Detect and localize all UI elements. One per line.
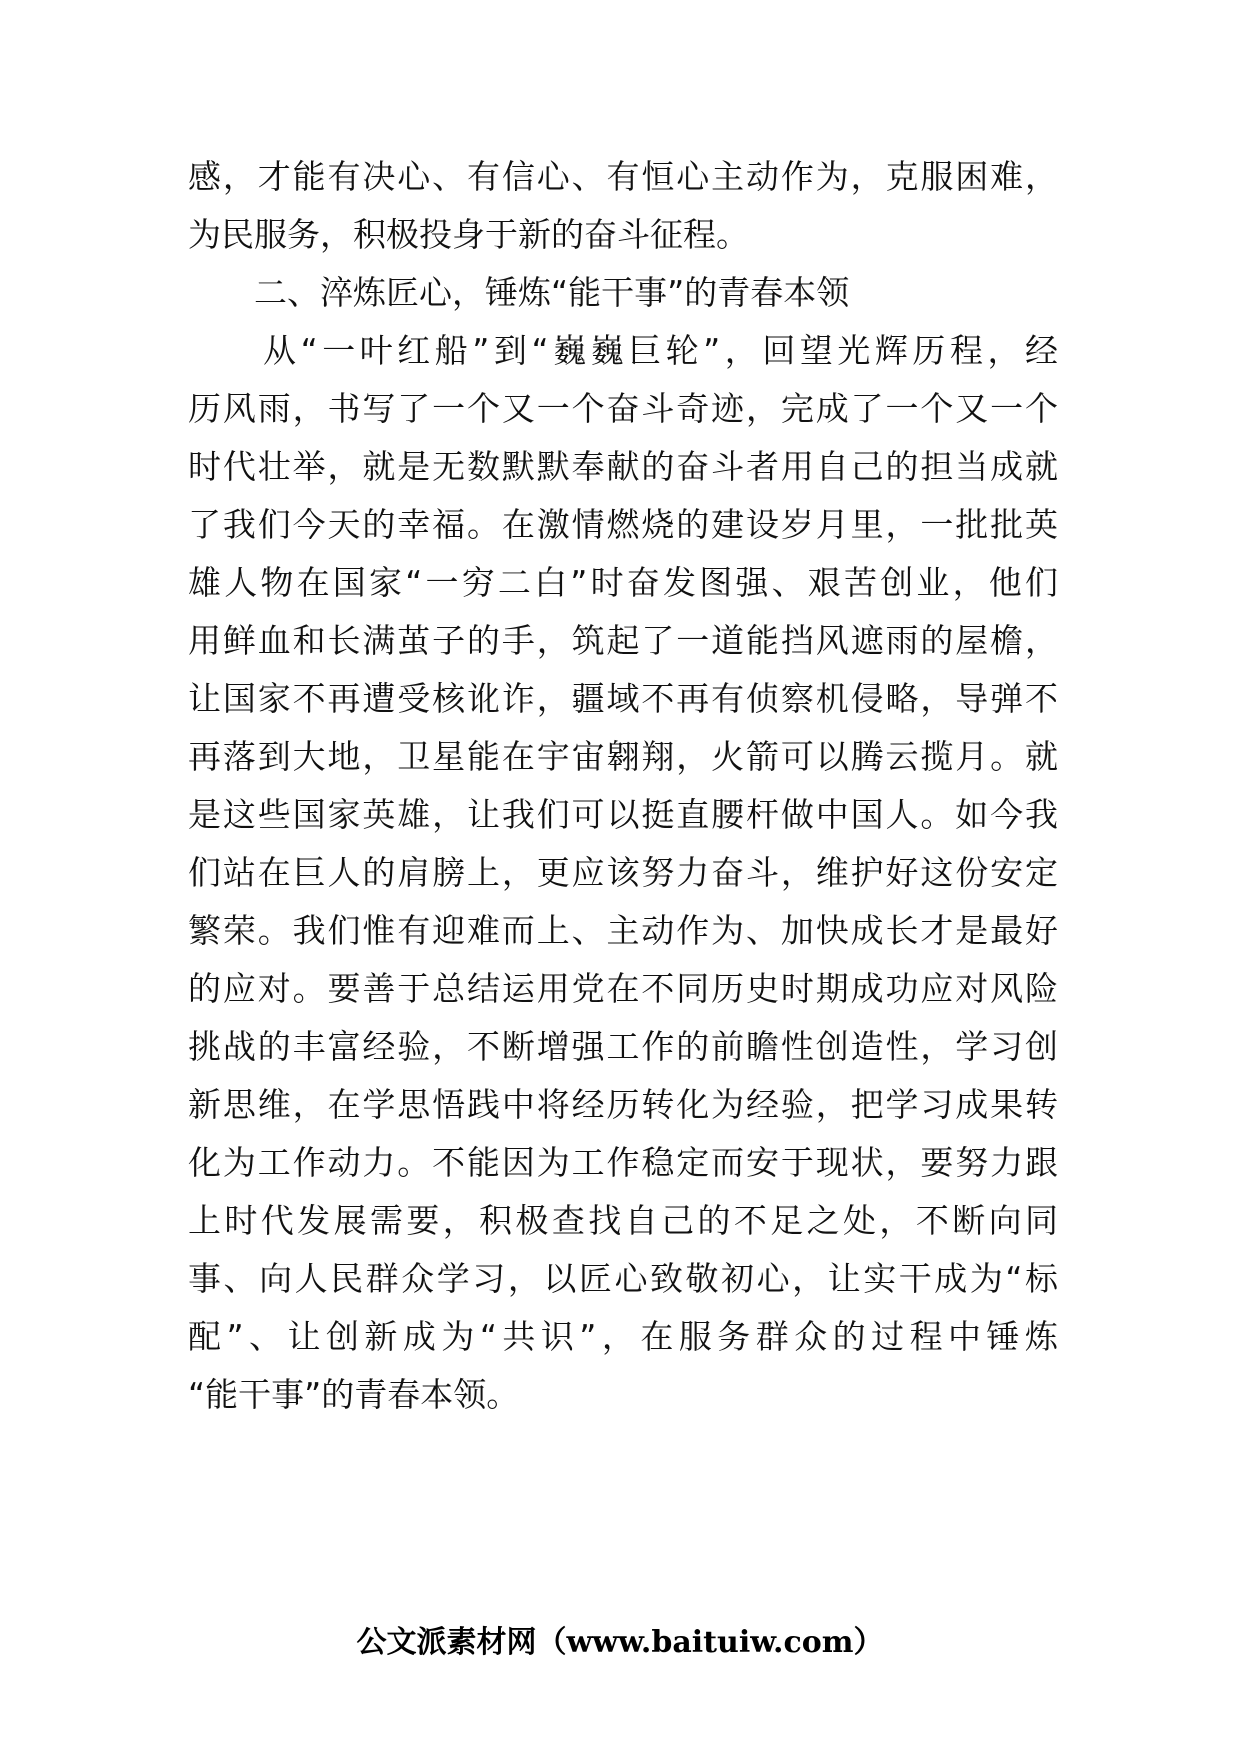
body-line-7: 了我们今天的幸福。在激情燃烧的建设岁月里，一批批英 <box>188 505 1058 544</box>
body-line-18: 化为工作动力。不能因为工作稳定而安于现状，要努力跟 <box>188 1143 1058 1182</box>
body-line-20: 事、向人民群众学习，以匠心致敬初心，让实干成为“标 <box>188 1259 1058 1298</box>
body-line-4: 从“一叶红船”到“巍巍巨轮”，回望光辉历程，经 <box>188 331 1058 370</box>
body-line-15: 的应对。要善于总结运用党在不同历史时期成功应对风险 <box>188 969 1058 1008</box>
body-line-19: 上时代发展需要，积极查找自己的不足之处，不断向同 <box>188 1201 1058 1240</box>
body-line-6: 时代壮举，就是无数默默奉献的奋斗者用自己的担当成就 <box>188 447 1058 486</box>
body-line-17: 新思维，在学思悟践中将经历转化为经验，把学习成果转 <box>188 1085 1058 1124</box>
body-line-13: 们站在巨人的肩膀上，更应该努力奋斗，维护好这份安定 <box>188 853 1058 892</box>
body-line-2: 为民服务，积极投身于新的奋斗征程。 <box>188 215 749 254</box>
body-line-14: 繁荣。我们惟有迎难而上、主动作为、加快成长才是最好 <box>188 911 1058 950</box>
body-line-10: 让国家不再遭受核讹诈，疆域不再有侦察机侵略，导弹不 <box>188 679 1058 718</box>
body-line-1: 感，才能有决心、有信心、有恒心主动作为，克服困难， <box>188 157 1058 196</box>
body-line-12: 是这些国家英雄，让我们可以挺直腰杆做中国人。如今我 <box>188 795 1058 834</box>
body-line-8: 雄人物在国家“一穷二白”时奋发图强、艰苦创业，他们 <box>188 563 1058 602</box>
body-line-16: 挑战的丰富经验，不断增强工作的前瞻性创造性，学习创 <box>188 1027 1058 1066</box>
section-heading: 二、淬炼匠心，锤炼“能干事”的青春本领 <box>188 273 850 312</box>
body-line-22: “能干事”的青春本领。 <box>188 1375 520 1414</box>
body-line-5: 历风雨，书写了一个又一个奋斗奇迹，完成了一个又一个 <box>188 389 1058 428</box>
body-line-11: 再落到大地，卫星能在宇宙翱翔，火箭可以腾云揽月。就 <box>188 737 1058 776</box>
body-line-9: 用鲜血和长满茧子的手，筑起了一道能挡风遮雨的屋檐， <box>188 621 1058 660</box>
footer-source: 公文派素材网（www.baituiw.com） <box>356 1625 884 1660</box>
body-line-21: 配”、让创新成为“共识”，在服务群众的过程中锤炼 <box>188 1317 1058 1356</box>
